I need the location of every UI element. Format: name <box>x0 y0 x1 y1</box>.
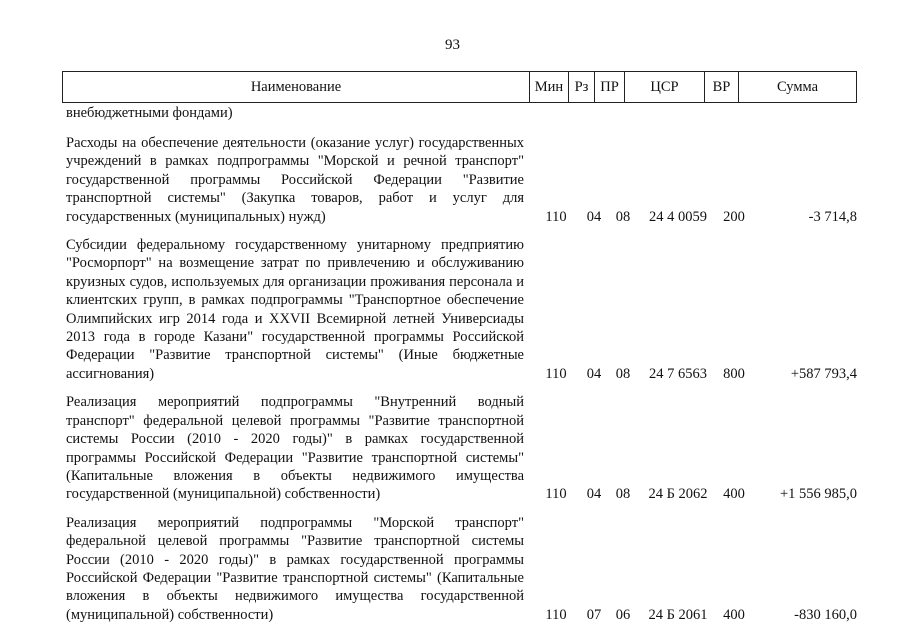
row-vr: 200 <box>723 208 745 225</box>
row-rz: 04 <box>586 486 602 503</box>
header-vr: ВР <box>704 72 738 102</box>
row-sum: +587 793,4 <box>790 365 857 382</box>
header-pr: ПР <box>594 72 624 102</box>
table-row <box>66 514 857 624</box>
row-csr: 24 7 6563 <box>649 365 707 382</box>
row-name: Реализация мероприятий подпрограммы "Морской транспорт" федеральной целевой программы "Развитие транспортной системы России (2010 - 2020 годы)" в рамках государственной программы Российской Федерации "Развитие транспортной системы" (Капитальные вложения в объекты недвижимого имущества государственной (муниципальной) собственности) <box>66 514 524 623</box>
row-name: Реализация мероприятий подпрограммы "Внутренний водный транспорт" федеральной целевой программы "Развитие транспортной системы России (2010 - 2020 годы)" в рамках государственной программы Российской Федерации "Развитие транспортной системы" (Капитальные вложения в объекты недвижимого имущества государственной (муниципальной) собственности) <box>66 394 524 503</box>
row-pr: 06 <box>615 606 631 623</box>
continuation-text: внебюджетными фондами) <box>66 105 233 121</box>
row-min: 110 <box>545 365 567 382</box>
header-name: Наименование <box>250 78 342 95</box>
row-name: Субсидии федеральному государственному унитарному предприятию "Росморпорт" на возмещение затрат по привлечению и обслуживанию круизных судов, используемых для организации проживания персонала и клиентских групп, в рамках подпрограммы "Транспортное обеспечение Олимпийских игр 2014 года и XXVII Всемирной летней Универсиады 2013 года в городе Казани" государственной программы Российской Федерации "Развитие транспортной системы" (Иные бюджетные ассигнования) <box>66 237 524 382</box>
row-name: Расходы на обеспечение деятельности (оказание услуг) государственных учреждений в рамках подпрограммы "Морской и речной транспорт" государственной программы Российской Федерации "Развитие транспортной системы" (Закупка товаров, работ и услуг для государственных (муниципальных) нужд) <box>66 135 524 225</box>
table-row <box>66 393 857 503</box>
row-rz: 04 <box>586 365 602 382</box>
header-rz: Рз <box>568 72 594 102</box>
row-pr: 08 <box>615 208 631 225</box>
row-pr: 08 <box>615 486 631 503</box>
row-sum: +1 556 985,0 <box>779 486 857 503</box>
row-pr: 08 <box>615 365 631 382</box>
row-min: 110 <box>545 208 567 225</box>
table-body <box>66 104 857 634</box>
table-header <box>62 71 857 103</box>
row-sum: -830 160,0 <box>794 606 857 623</box>
row-min: 110 <box>545 606 567 623</box>
row-vr: 800 <box>723 365 745 382</box>
row-rz: 04 <box>586 208 602 225</box>
page-number: 93 <box>445 37 460 53</box>
table-row <box>66 134 857 226</box>
row-sum: -3 714,8 <box>808 208 857 225</box>
row-csr: 24 Б 2062 <box>648 486 708 503</box>
header-min: Мин <box>529 72 568 102</box>
row-min: 110 <box>545 486 567 503</box>
row-vr: 400 <box>723 486 745 503</box>
header-sum: Сумма <box>738 72 856 102</box>
row-rz: 07 <box>586 606 602 623</box>
row-vr: 400 <box>723 606 745 623</box>
row-csr: 24 Б 2061 <box>648 606 708 623</box>
header-csr: ЦСР <box>624 72 704 102</box>
row-csr: 24 4 0059 <box>649 208 707 225</box>
table-row <box>66 236 857 383</box>
